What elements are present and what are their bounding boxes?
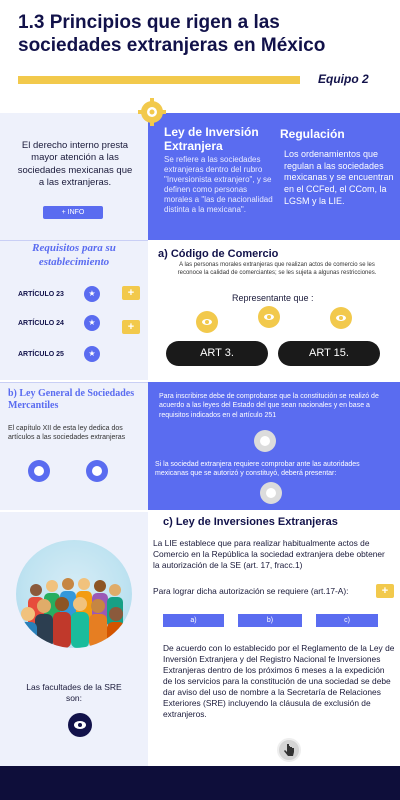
plus-icon[interactable]: + (122, 286, 140, 300)
lgsm-text: El capítulo XII de esta ley dedica dos artículos a las sociedades extranjeras (8, 425, 126, 442)
footer-bar (0, 766, 400, 800)
hand-pointer-icon[interactable] (277, 738, 301, 762)
lie-title: c) Ley de Inversiones Extranjeras (163, 516, 338, 528)
ring-icon[interactable] (254, 430, 276, 452)
regulacion-title: Regulación (280, 127, 345, 141)
lgsm-title: b) Ley General de Sociedades Mercantiles (8, 388, 135, 411)
article-25-label: ARTÍCULO 25 (18, 351, 64, 358)
ley-inversion-title: Ley de Inversión Extranjera (164, 125, 259, 153)
ring-icon[interactable] (28, 460, 50, 482)
option-a-button[interactable]: a) (163, 614, 224, 627)
divider (0, 382, 148, 383)
eye-icon[interactable] (68, 713, 92, 737)
sre-text: Las facultades de la SRE son: (26, 682, 122, 704)
ring-icon[interactable] (260, 482, 282, 504)
eye-icon[interactable] (330, 307, 352, 329)
codigo-comercio-title: a) Código de Comercio (158, 248, 279, 260)
codigo-comercio-text: A las personas morales extranjeras que realizan actos de comercio se les reconoce la calidad de comerciantes; se les sujeta a algunas restricciones. (177, 262, 377, 276)
star-icon[interactable]: ★ (84, 286, 100, 302)
lie-text-3: De acuerdo con lo establecido por el Reglamento de la Ley de Inversión Extranjera y del Registro Nacional fe Inversiones Extranjeras dentro de los próximos 6 meses a la expedición de los servicios para la constitución de una sociedad se debe dar aviso del uso de nombre a la Secretaría de Relaciones Exteriores (SRE) incluyendo la cláusula de exclusión de extranjeros. (163, 643, 395, 719)
article-23-label: ARTÍCULO 23 (18, 291, 64, 298)
eye-icon[interactable] (258, 306, 280, 328)
option-c-button[interactable]: c) (316, 614, 378, 627)
gear-icon (138, 98, 166, 126)
requisitos-title: Requisitos para su establecimiento (32, 242, 116, 268)
page-title: 1.3 Principios que rigen a las sociedades extranjeras en México (18, 12, 326, 56)
title-underline (18, 76, 300, 84)
ley-inversion-text: Se refiere a las sociedades extranjeras dentro del rubro "Inversionista extranjero", y se definen como personas morales a "las de nacionalidad distinta a la mexicana". (164, 155, 273, 214)
plus-icon[interactable]: + (376, 584, 394, 598)
lie-text-1: La LIE establece que para realizar habitualmente actos de Comercio en la República la sociedad extranjera debe obtener la autorización de la SE (art. 17, fracc.1) (153, 538, 385, 570)
star-icon[interactable]: ★ (84, 315, 100, 331)
representante-label: Representante que : (232, 293, 314, 303)
article-24-label: ARTÍCULO 24 (18, 320, 64, 327)
option-b-button[interactable]: b) (238, 614, 302, 627)
divider (0, 240, 148, 241)
ring-icon[interactable] (86, 460, 108, 482)
lgsm-panel-text-1: Para inscribirse debe de comprobarse que la constitución se realizó de acuerdo a las leyes del Estado del que sean nacionales y en base a requisitos indicados en el artículo 251 (159, 393, 379, 419)
art-15-button[interactable]: ART 15. (278, 341, 380, 366)
derecho-text: El derecho interno presta mayor atención a las sociedades mexicanas que a las extranjeras. (17, 140, 133, 189)
plus-icon[interactable]: + (122, 320, 140, 334)
star-icon[interactable]: ★ (84, 346, 100, 362)
lie-text-2: Para lograr dicha autorización se requiere (art.17-A): (153, 586, 349, 596)
regulacion-text: Los ordenamientos que regulan a las sociedades mexicanas y se encuentran en el CCFed, el CCom, la LGSM y la LIE. (284, 149, 394, 206)
lgsm-panel-text-2: Si la sociedad extranjera requiere comprobar ante las autoridades mexicanas que se autorizó y constituyó, deberá presentar: (155, 461, 360, 478)
eye-icon[interactable] (196, 311, 218, 333)
people-illustration (16, 540, 132, 648)
info-button[interactable]: + INFO (43, 206, 103, 219)
art-3-button[interactable]: ART 3. (166, 341, 268, 366)
team-label: Equipo 2 (318, 72, 369, 86)
